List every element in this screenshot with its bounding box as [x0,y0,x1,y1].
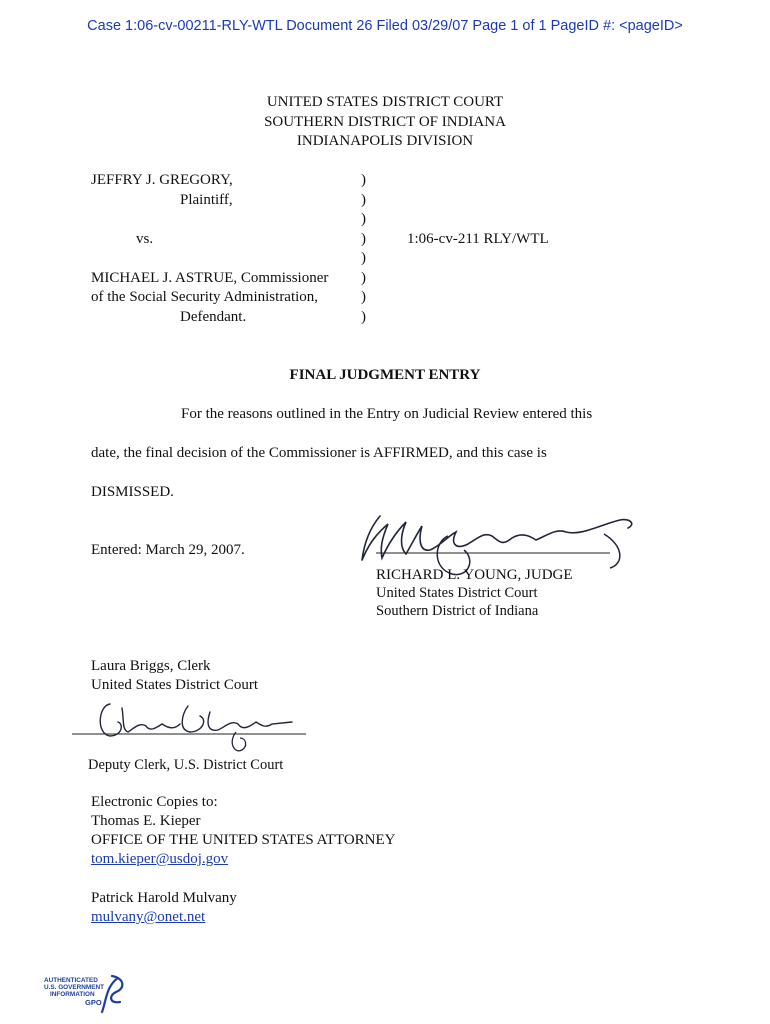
deputy-clerk-title: Deputy Clerk, U.S. District Court [88,757,284,773]
judgment-body-line3: DISMISSED. [91,484,174,500]
clerk-court: United States District Court [91,677,259,693]
judge-court: United States District Court [376,585,538,601]
caption-paren: ) [361,308,366,325]
plaintiff-role: Plaintiff, [180,191,233,208]
filing-stamp-header: Case 1:06-cv-00211-RLY-WTL Document 26 Filed 03/29/07 Page 1 of 1 PageID #: <pageID> [87,18,683,34]
court-name: UNITED STATES DISTRICT COURT [266,94,504,110]
caption-paren: ) [361,289,366,305]
defendant-org: of the Social Security Administration, [91,289,319,305]
caption-paren: ) [361,172,366,188]
court-district: SOUTHERN DISTRICT OF INDIANA [264,113,506,130]
recipient2-name: Patrick Harold Mulvany [91,890,237,906]
gpo-authentication-seal [44,972,130,1016]
judge-district: Southern District of Indiana [376,603,539,619]
versus: vs. [136,230,154,247]
deputy-clerk-signature [70,694,310,758]
caption-paren: ) [361,191,366,208]
plaintiff-name: JEFFRY J. GREGORY, [91,172,233,188]
defendant-role: Defendant. [180,308,247,325]
seal-line1: AUTHENTICATED [44,977,98,984]
eagle-icon [102,976,122,1012]
judgment-title: FINAL JUDGMENT ENTRY [289,367,481,383]
caption-paren: ) [361,230,366,247]
court-division: INDIANAPOLIS DIVISION [296,133,474,149]
case-number: 1:06-cv-211 RLY/WTL [407,230,549,247]
seal-line4: GPO [85,998,102,1007]
judgment-body-line1: For the reasons outlined in the Entry on Judicial Review entered this [181,406,593,422]
recipient1-email-link[interactable]: tom.kieper@usdoj.gov [91,851,229,867]
caption-paren: ) [361,250,366,266]
defendant-name: MICHAEL J. ASTRUE, Commissioner [91,269,329,286]
seal-line2: U.S. GOVERNMENT [44,984,105,991]
caption-parentheses [361,171,366,327]
judgment-body-line2: date, the final decision of the Commissioner is AFFIRMED, and this case is [91,445,547,461]
caption-paren: ) [361,211,366,227]
recipient1-office: OFFICE OF THE UNITED STATES ATTORNEY [91,832,396,848]
recipient1-name: Thomas E. Kieper [91,813,201,829]
caption-paren: ) [361,269,366,286]
clerk-name: Laura Briggs, Clerk [91,658,211,674]
judge-name: RICHARD L. YOUNG, JUDGE [376,567,573,583]
copies-heading: Electronic Copies to: [91,794,218,810]
court-heading [0,93,770,152]
entered-date: Entered: March 29, 2007. [91,542,245,558]
seal-line3: INFORMATION [50,991,95,998]
recipient2-email-link[interactable]: mulvany@onet.net [91,909,206,925]
